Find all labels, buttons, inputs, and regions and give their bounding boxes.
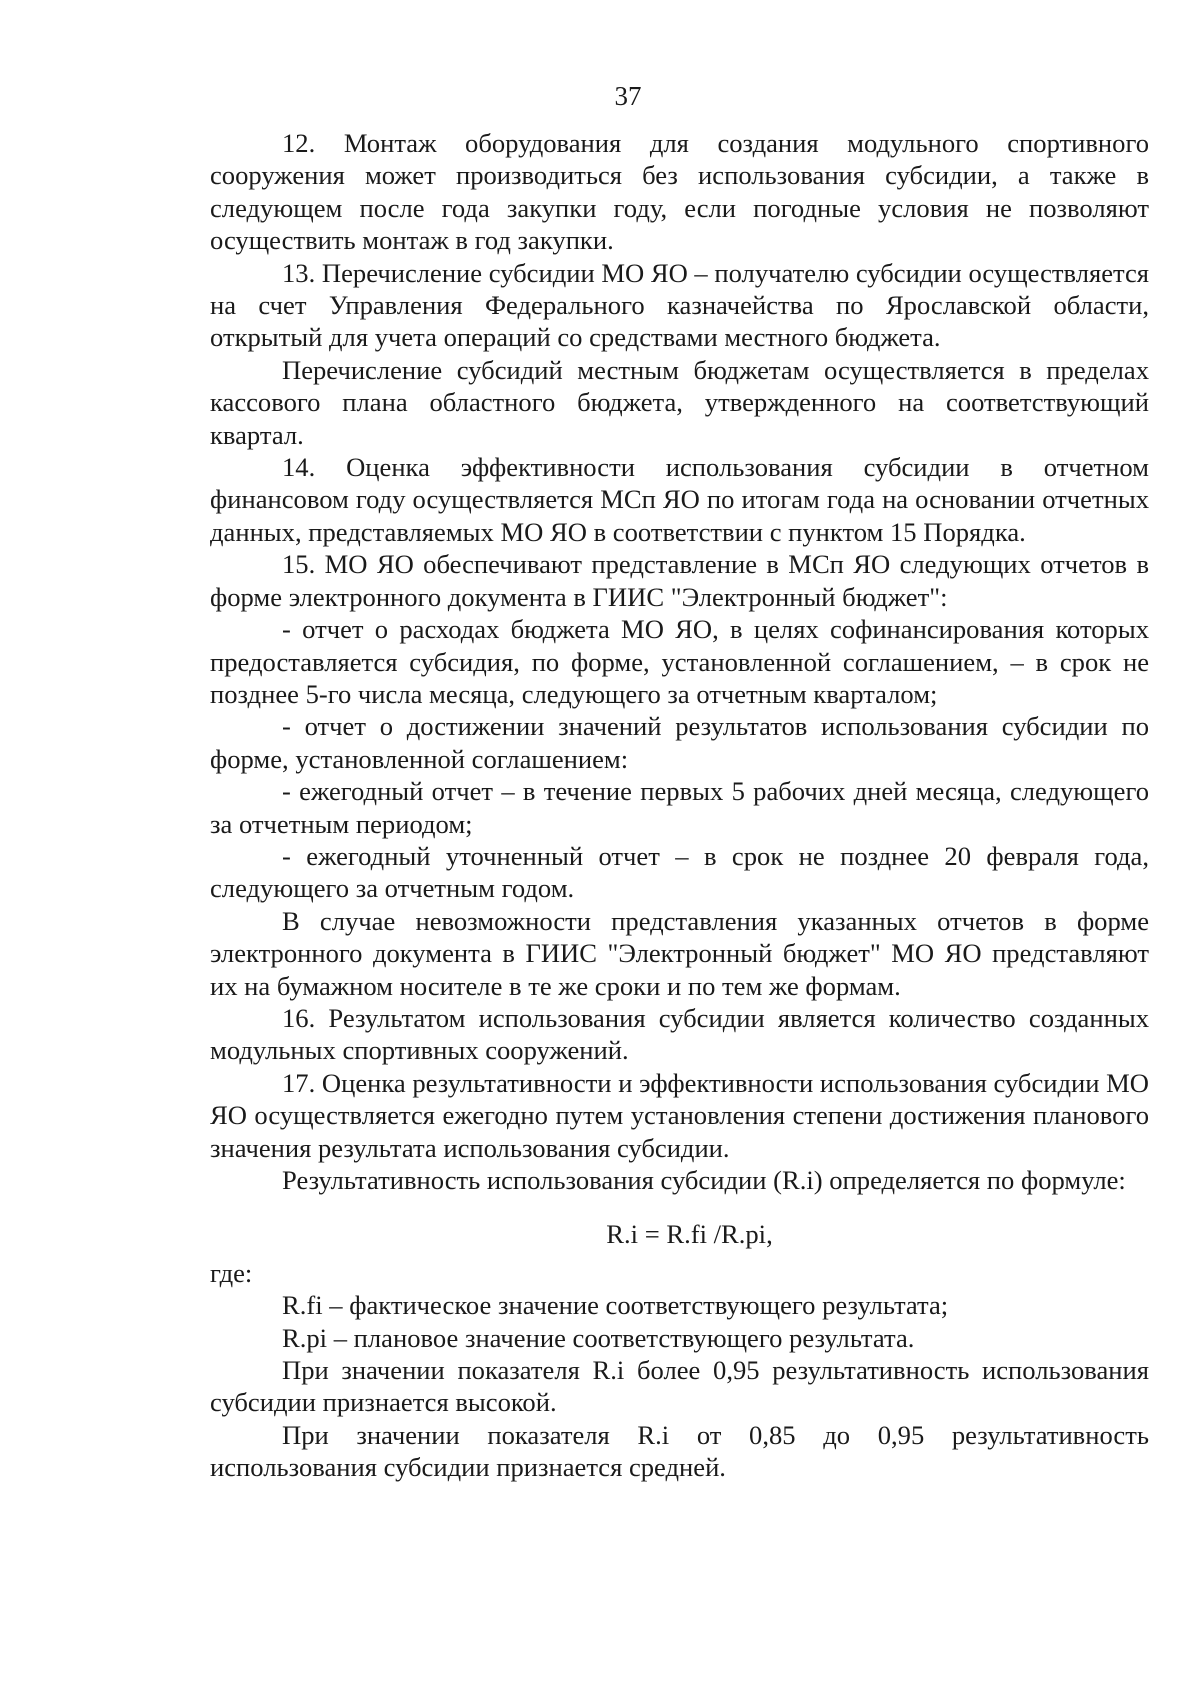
conclusion-high: При значении показателя R.i более 0,95 результативность использования субсидии признается высокой. (210, 1355, 1149, 1418)
page-number: 37 (614, 81, 642, 111)
paragraph-12: 12. Монтаж оборудования для создания модульного спортивного сооружения может производиться без использования субсидии, а также в следующем после года закупки году, если погодные условия не позволяют осуществить монтаж в год закупки. (210, 128, 1149, 256)
paragraph-paper-reports: В случае невозможности представления указанных отчетов в форме электронного документа в ГИИС "Электронный бюджет" МО ЯО представляют их на бумажном носителе в те же сроки и по тем же формам. (210, 905, 1149, 1001)
list-item-refined-report: - ежегодный уточненный отчет – в срок не позднее 20 февраля года, следующего за отчетным годом. (210, 840, 1149, 904)
paragraph-15: 15. МО ЯО обеспечивают представление в МСп ЯО следующих отчетов в форме электронного документа в ГИИС "Электронный бюджет": (210, 549, 1149, 612)
list-item-expense-report: - отчет о расходах бюджета МО ЯО, в целях софинансирования которых предоставляется субсидия, по форме, установленной соглашением, – в срок не позднее 5-го числа месяца, следующего за отчетным кварталом; (210, 614, 1149, 709)
definition-rpi: R.pi – плановое значение соответствующего результата. (282, 1322, 915, 1353)
paragraph-13-transfer: Перечисление субсидий местным бюджетам осуществляется в пределах кассового плана областного бюджета, утвержденного на соответствующий квартал. (210, 354, 1149, 450)
paragraph-17: 17. Оценка результативности и эффективности использования субсидии МО ЯО осуществляется ежегодно путем установления степени достижения планового значения результата использования субсидии. (210, 1067, 1149, 1163)
formula: R.i = R.fi /R.pi, (606, 1219, 773, 1250)
paragraph-16: 16. Результатом использования субсидии является количество созданных модульных спортивных сооружений. (210, 1002, 1149, 1066)
document-body (210, 127, 1149, 1484)
definition-rfi: R.fi – фактическое значение соответствующего результата; (282, 1290, 949, 1321)
paragraph-14: 14. Оценка эффективности использования субсидии в отчетном финансовом году осуществляется МСп ЯО по итогам года на основании отчетных данных, представляемых МО ЯО в соответствии с пунктом 15 Порядка. (210, 452, 1149, 547)
conclusion-medium: При значении показателя R.i от 0,85 до 0,95 результативность использования субсидии признается средней. (210, 1419, 1149, 1483)
where-label: где: (210, 1257, 253, 1288)
list-item-results-report: - отчет о достижении значений результатов использования субсидии по форме, установленной соглашением: (210, 711, 1149, 774)
paragraph-formula-intro: Результативность использования субсидии (R.i) определяется по формуле: (282, 1165, 1126, 1195)
paragraph-13: 13. Перечисление субсидии МО ЯО – получателю субсидии осуществляется на счет Управления Федерального казначейства по Ярославской области, открытый для учета операций со средствами местного бюджета. (210, 257, 1150, 353)
list-item-annual-report: - ежегодный отчет – в течение первых 5 рабочих дней месяца, следующего за отчетным периодом; (210, 776, 1149, 839)
